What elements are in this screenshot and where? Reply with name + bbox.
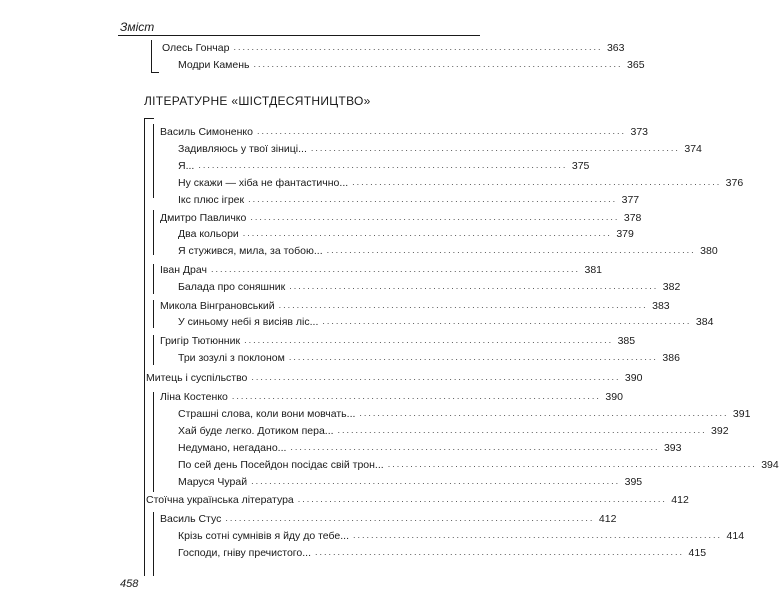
toc-entry: Страшні слова, коли вони мовчать... .................................................................................. 391 bbox=[178, 408, 751, 420]
toc-entry: Крізь сотні сумнівів я йду до тебе... .................................................................................. 414 bbox=[178, 530, 745, 542]
page-number: 458 bbox=[120, 578, 139, 590]
toc-entry: Балада про соняшник .................................................................................. 382 bbox=[178, 281, 681, 293]
toc-entry-topic: Стоїчна українська література .................................................................................. 412 bbox=[146, 494, 689, 506]
toc-entry: У синьому небі я висіяв ліс... .................................................................................. 384 bbox=[178, 316, 714, 328]
toc-entry-author: Дмитро Павличко .................................................................................. 378 bbox=[160, 212, 642, 224]
section-bracket-vertical bbox=[144, 118, 145, 576]
toc-entry: Маруся Чурай .................................................................................. 395 bbox=[178, 476, 643, 488]
toc-entry-author: Ліна Костенко .................................................................................. 390 bbox=[160, 391, 623, 403]
toc-entry: Задивляюсь у твої зіниці... .................................................................................. 374 bbox=[178, 143, 702, 155]
toc-entry-author: Григір Тютюнник .................................................................................. 385 bbox=[160, 335, 636, 347]
toc-entry: По сей день Посейдон посідає свій трон... .................................................................................. 394 bbox=[178, 459, 779, 471]
group-bracket bbox=[153, 335, 154, 365]
group-bracket bbox=[153, 512, 154, 576]
toc-entry: Модри Камень .................................................................................. 365 bbox=[178, 59, 645, 71]
group-bracket bbox=[153, 210, 154, 255]
toc-entry: Я... .................................................................................. 375 bbox=[178, 160, 590, 172]
section-bracket-top bbox=[144, 118, 154, 119]
group-bracket bbox=[153, 264, 154, 294]
toc-entry: Два кольори .................................................................................. 379 bbox=[178, 228, 634, 240]
toc-entry-topic: Митець і суспільство .................................................................................. 390 bbox=[146, 372, 643, 384]
top-bracket-vertical bbox=[151, 40, 152, 72]
toc-entry: Я стужився, мила, за тобою... .................................................................................. 380 bbox=[178, 245, 718, 257]
toc-entry-author: Василь Симоненко .................................................................................. 373 bbox=[160, 126, 649, 138]
top-bracket-bottom bbox=[151, 72, 159, 73]
toc-entry: Господи, гніву пречистого... .................................................................................. 415 bbox=[178, 547, 707, 559]
toc-entry: Недумано, негадано... .................................................................................. 393 bbox=[178, 442, 682, 454]
group-bracket bbox=[153, 392, 154, 492]
running-header: Зміст bbox=[120, 20, 155, 34]
toc-entry-author: Іван Драч .................................................................................. 381 bbox=[160, 264, 603, 276]
toc-entry: Ікс плюс ігрек .................................................................................. 377 bbox=[178, 194, 640, 206]
toc-entry: Три зозулі з поклоном .................................................................................. 386 bbox=[178, 352, 680, 364]
toc-entry: Хай буде легко. Дотиком пера... .................................................................................. 392 bbox=[178, 425, 729, 437]
toc-entry: Олесь Гончар .................................................................................. 363 bbox=[162, 42, 625, 54]
header-rule bbox=[118, 35, 480, 36]
toc-entry-author: Микола Вінграновський .................................................................................. 383 bbox=[160, 300, 670, 312]
group-bracket bbox=[153, 300, 154, 328]
group-bracket bbox=[153, 124, 154, 198]
toc-entry-author: Василь Стус .................................................................................. 412 bbox=[160, 513, 617, 525]
toc-entry: Ну скажи — хіба не фантастично... .................................................................................. 376 bbox=[178, 177, 744, 189]
section-title: ЛІТЕРАТУРНЕ «ШІСТДЕСЯТНИЦТВО» bbox=[144, 94, 371, 108]
